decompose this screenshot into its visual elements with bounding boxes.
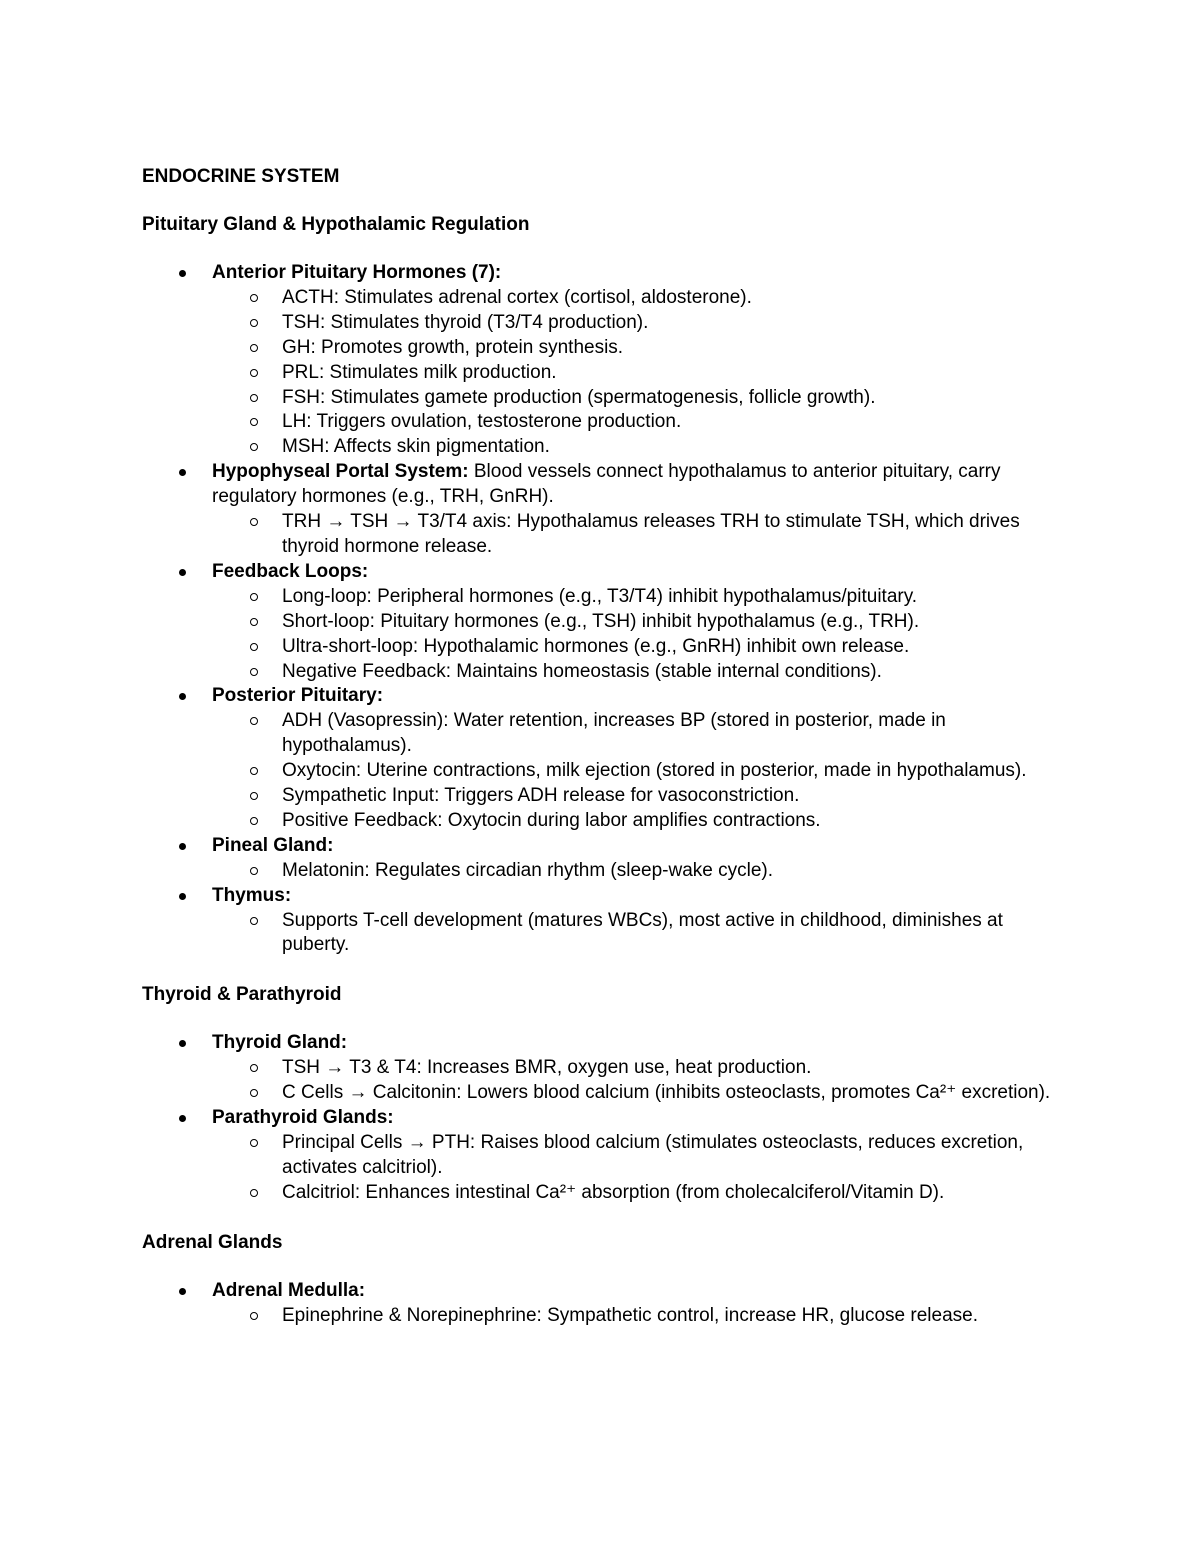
sub-item-text: TSH: Stimulates thyroid (T3/T4 production).	[282, 311, 649, 333]
sub-item	[142, 336, 1072, 361]
sub-item	[142, 1181, 1072, 1206]
sub-item-text: Sympathetic Input: Triggers ADH release for vasoconstriction.	[282, 785, 800, 807]
bullet-list	[142, 261, 1072, 958]
sub-item-text: GH: Promotes growth, protein synthesis.	[282, 336, 624, 358]
sub-item-text: Oxytocin: Uterine contractions, milk ejection (stored in posterior, made in hypothalamus).	[282, 760, 1027, 782]
bullet-item	[142, 684, 1072, 833]
bullet-list	[142, 1031, 1072, 1205]
sub-item-text: Supports T-cell development (matures WBCs), most active in childhood, diminishes at puberty.	[282, 909, 1003, 956]
bullet-title: Thymus:	[212, 884, 292, 906]
sub-item	[142, 909, 1072, 959]
sub-item	[142, 635, 1072, 660]
sub-item	[142, 759, 1072, 784]
bullet-circle-icon	[250, 593, 258, 601]
sub-item-text: Calcitriol: Enhances intestinal Ca²⁺ absorption (from cholecalciferol/Vitamin D).	[282, 1181, 945, 1203]
bullet-disc-icon	[179, 893, 186, 900]
bullet-disc-icon	[179, 469, 186, 476]
bullet-item	[142, 834, 1072, 884]
bullet-circle-icon	[250, 792, 258, 800]
sub-item	[142, 784, 1072, 809]
sub-item	[142, 386, 1072, 411]
sub-item	[142, 311, 1072, 336]
bullet-circle-icon	[250, 767, 258, 775]
bullet-disc-icon	[179, 843, 186, 850]
sub-item-text: TRH → TSH → T3/T4 axis: Hypothalamus releases TRH to stimulate TSH, which drives thyroid hormone release.	[282, 511, 1020, 557]
bullet-disc-icon	[179, 1288, 186, 1295]
sub-item-text: Principal Cells → PTH: Raises blood calcium (stimulates osteoclasts, reduces excretion, activates calcitriol).	[282, 1132, 1024, 1178]
sub-item-text: ACTH: Stimulates adrenal cortex (cortisol, aldosterone).	[282, 286, 752, 308]
bullet-title: Parathyroid Glands:	[212, 1107, 394, 1129]
sub-list	[212, 510, 1072, 560]
bullet-circle-icon	[250, 518, 258, 526]
sub-item	[142, 286, 1072, 311]
bullet-circle-icon	[250, 294, 258, 302]
bullet-title: Anterior Pituitary Hormones (7):	[212, 262, 502, 283]
sub-item	[142, 361, 1072, 386]
bullet-text: Blood vessels connect hypothalamus to anterior pituitary, carry regulatory hormones (e.g., TRH, GnRH).	[212, 461, 1001, 508]
bullet-item	[142, 560, 1072, 685]
bullet-title: Posterior Pituitary:	[212, 685, 384, 707]
sub-item-text: FSH: Stimulates gamete production (spermatogenesis, follicle growth).	[282, 386, 876, 408]
section-heading: Pituitary Gland & Hypothalamic Regulation	[142, 214, 530, 235]
sub-list	[212, 1304, 1072, 1329]
sub-list	[212, 709, 1072, 834]
document-body	[142, 212, 1072, 1329]
sub-item-text: Positive Feedback: Oxytocin during labor amplifies contractions.	[282, 809, 821, 831]
bullet-circle-icon	[250, 668, 258, 676]
bullet-circle-icon	[250, 369, 258, 377]
sub-item-text: PRL: Stimulates milk production.	[282, 361, 557, 383]
sub-item-text: Melatonin: Regulates circadian rhythm (sleep-wake cycle).	[282, 859, 774, 881]
sub-item-text: LH: Triggers ovulation, testosterone production.	[282, 411, 682, 433]
bullet-disc-icon	[179, 270, 186, 277]
sub-item-text: Epinephrine & Norepinephrine: Sympathetic control, increase HR, glucose release.	[282, 1304, 978, 1326]
bullet-item	[142, 460, 1072, 560]
sub-item-text: Ultra-short-loop: Hypothalamic hormones (e.g., GnRH) inhibit own release.	[282, 635, 910, 657]
bullet-circle-icon	[250, 917, 258, 925]
bullet-item	[142, 1031, 1072, 1106]
bullet-circle-icon	[250, 344, 258, 352]
sub-item	[142, 660, 1072, 685]
bullet-title: Feedback Loops:	[212, 560, 369, 582]
bullet-list	[142, 1279, 1072, 1329]
sub-item	[142, 1056, 1072, 1081]
bullet-circle-icon	[250, 618, 258, 626]
bullet-circle-icon	[250, 1189, 258, 1197]
section-heading: Adrenal Glands	[142, 1231, 283, 1253]
bullet-circle-icon	[250, 418, 258, 426]
sub-item	[142, 410, 1072, 435]
sub-list	[212, 1056, 1072, 1106]
bullet-circle-icon	[250, 1312, 258, 1320]
bullet-item	[142, 1106, 1072, 1206]
bullet-circle-icon	[250, 1064, 258, 1072]
bullet-circle-icon	[250, 817, 258, 825]
sub-item-text: MSH: Affects skin pigmentation.	[282, 436, 550, 458]
sub-list	[212, 585, 1072, 685]
sub-item-text: TSH → T3 & T4: Increases BMR, oxygen use, heat production.	[282, 1057, 812, 1079]
bullet-circle-icon	[250, 319, 258, 327]
sub-list	[212, 286, 1072, 460]
sub-list	[212, 1131, 1072, 1206]
bullet-disc-icon	[179, 693, 186, 700]
bullet-circle-icon	[250, 1139, 258, 1147]
sub-item-text: Short-loop: Pituitary hormones (e.g., TSH) inhibit hypothalamus (e.g., TRH).	[282, 610, 920, 632]
sub-item	[142, 1131, 1072, 1181]
bullet-title: Hypophyseal Portal System:	[212, 461, 469, 483]
sub-item	[142, 435, 1072, 460]
bullet-title: Adrenal Medulla:	[212, 1279, 366, 1301]
bullet-circle-icon	[250, 1089, 258, 1097]
bullet-disc-icon	[179, 569, 186, 576]
bullet-circle-icon	[250, 867, 258, 875]
bullet-circle-icon	[250, 717, 258, 725]
sub-item	[142, 1304, 1072, 1329]
sub-item-text: ADH (Vasopressin): Water retention, increases BP (stored in posterior, made in hypothalamus).	[282, 710, 946, 757]
bullet-item	[142, 884, 1072, 959]
sub-item	[142, 709, 1072, 759]
document-page	[142, 164, 1072, 1329]
sub-item	[142, 510, 1072, 560]
sub-item-text: Negative Feedback: Maintains homeostasis (stable internal conditions).	[282, 660, 882, 682]
bullet-item	[142, 1279, 1072, 1329]
sub-item	[142, 610, 1072, 635]
bullet-item	[142, 261, 1072, 460]
sub-list	[212, 909, 1072, 959]
sub-list	[212, 859, 1072, 884]
bullet-disc-icon	[179, 1040, 186, 1047]
bullet-disc-icon	[179, 1115, 186, 1122]
sub-item-text: Long-loop: Peripheral hormones (e.g., T3/T4) inhibit hypothalamus/pituitary.	[282, 585, 918, 607]
bullet-circle-icon	[250, 394, 258, 402]
sub-item	[142, 1081, 1072, 1106]
sub-item	[142, 859, 1072, 884]
document-title: ENDOCRINE SYSTEM	[142, 166, 340, 187]
bullet-title: Thyroid Gland:	[212, 1032, 348, 1054]
section-heading: Thyroid & Parathyroid	[142, 984, 342, 1006]
sub-item-text: C Cells → Calcitonin: Lowers blood calcium (inhibits osteoclasts, promotes Ca²⁺ excretion).	[282, 1082, 1051, 1104]
sub-item	[142, 585, 1072, 610]
bullet-circle-icon	[250, 443, 258, 451]
bullet-title: Pineal Gland:	[212, 834, 334, 856]
bullet-circle-icon	[250, 643, 258, 651]
sub-item	[142, 809, 1072, 834]
